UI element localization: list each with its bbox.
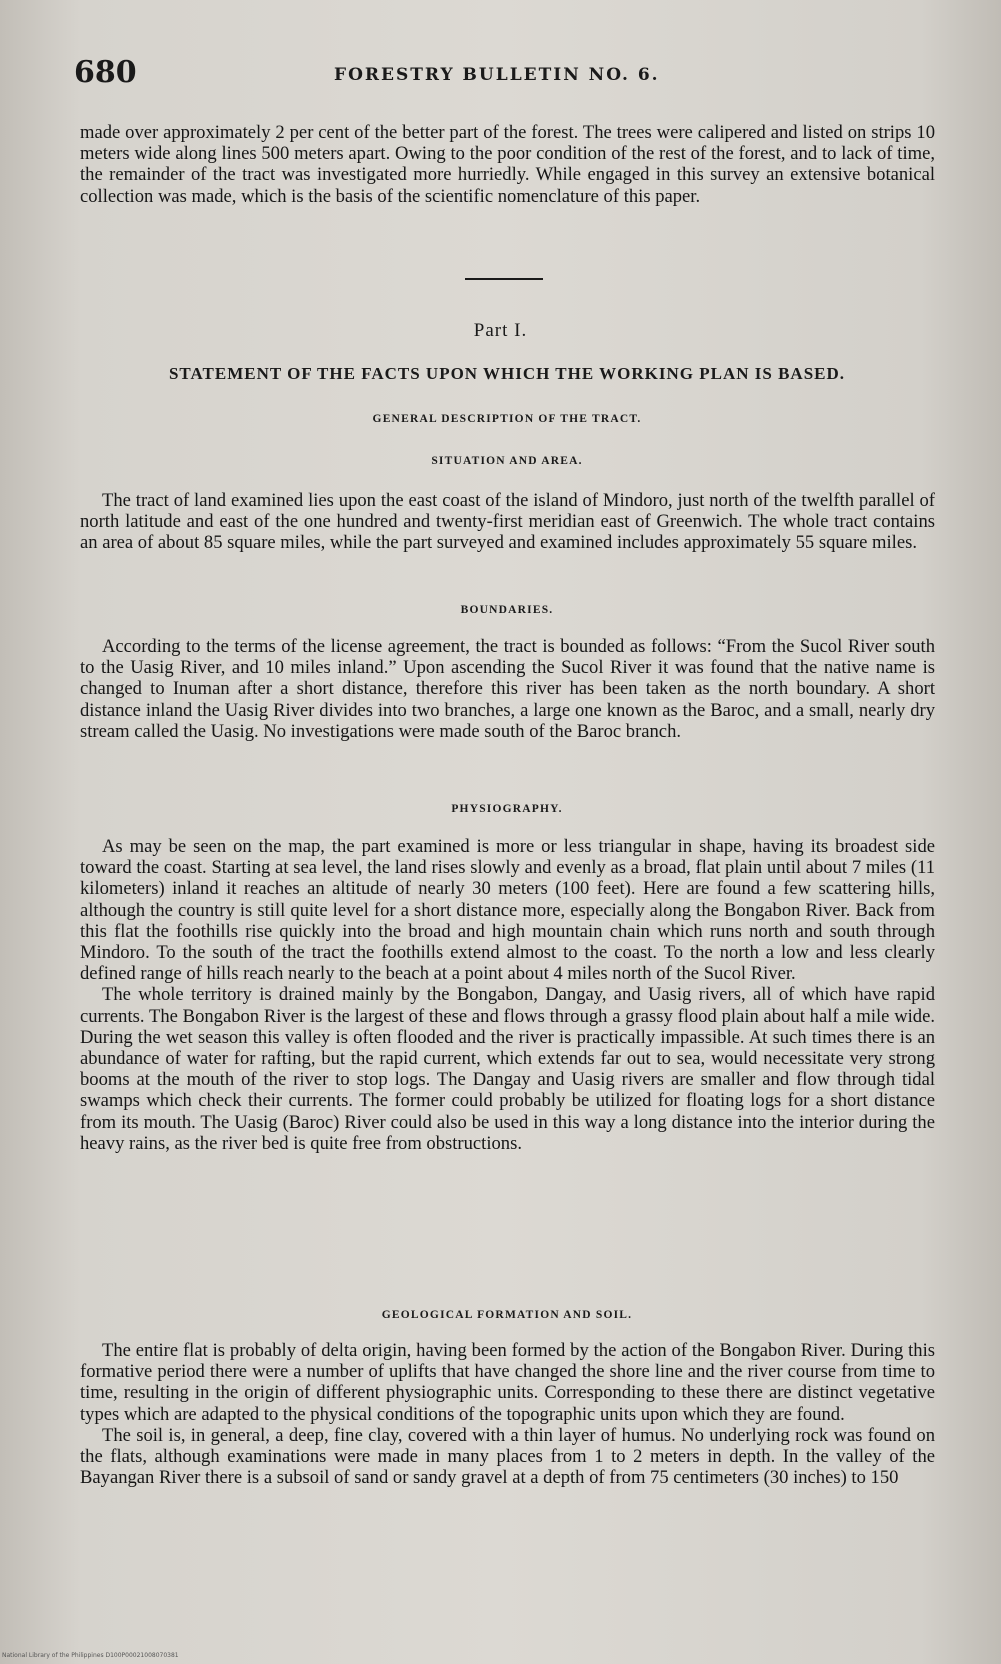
intro-paragraph [80, 122, 935, 207]
geology-text-2: The soil is, in general, a deep, fine clay, covered with a thin layer of humus. No underlying rock was found on the flats, although examinations were made in many places from 1 to 2 meters in depth. In the valley of the Bayangan River there is a subsoil of sand or sandy gravel at a depth of from 75 centimeters (30 inches) to 150 [80, 1424, 935, 1489]
page-header [74, 55, 934, 95]
situation-paragraph [80, 490, 935, 554]
section-divider [465, 278, 543, 280]
subheading-boundaries: BOUNDARIES. [460, 604, 554, 616]
subheading-situation: SITUATION AND AREA. [431, 455, 583, 467]
geology-paragraphs [80, 1340, 935, 1488]
situation-text: The tract of land examined lies upon the east coast of the island of Mindoro, just north of the twelfth parallel of north latitude and east of the one hundred and twenty-first meridian east of Greenwich. The whole tract contains an area of about 85 square miles, while the part surveyed and examined includes approximately 55 square miles. [80, 490, 935, 554]
physiography-paragraphs [80, 836, 935, 1154]
part-title: Part I. [473, 320, 528, 341]
page-number: 680 [74, 55, 137, 90]
footer-credit: National Library of the Philippines D100P00021008070381 [2, 1652, 179, 1659]
subheading-geology: GEOLOGICAL FORMATION AND SOIL. [381, 1309, 633, 1321]
main-heading: STATEMENT OF THE FACTS UPON WHICH THE WORKING PLAN IS BASED. [168, 364, 846, 383]
running-head: FORESTRY BULLETIN NO. 6. [334, 65, 660, 85]
intro-text: made over approximately 2 per cent of the better part of the forest. The trees were calipered and listed on strips 10 meters wide along lines 500 meters apart. Owing to the poor condition of the rest of the forest, and to lack of time, the remainder of the tract was investigated more hurriedly. While engaged in this survey an extensive botanical collection was made, which is the basis of the scientific nomenclature of this paper. [80, 122, 935, 207]
subheading-physiography: PHYSIOGRAPHY. [451, 803, 563, 815]
geology-text-1: The entire flat is probably of delta origin, having been formed by the action of the Bongabon River. During this formative period there were a number of uplifts that have changed the shore line and the river course from time to time, resulting in the origin of different physiographic units. Corresponding to these there are distinct vegetative types which are adapted to the physical conditions of the topographic units upon which they are found. [80, 1340, 935, 1425]
physiography-text-1: As may be seen on the map, the part examined is more or less triangular in shape, having its broadest side toward the coast. Starting at sea level, the land rises slowly and evenly as a broad, flat plain until about 7 miles (11 kilometers) inland it reaches an altitude of nearly 30 meters (100 feet). Here are found a few scattering hills, although the country is still quite level for a short distance more, especially along the Bongabon River. Back from this flat the foothills rise quickly into the broad and high mountain chain which runs north and south through Mindoro. To the south of the tract the foothills extend almost to the coast. To the north a low and less clearly defined range of hills reach nearly to the beach at a point about 4 miles north of the Sucol River. [80, 836, 935, 985]
boundaries-paragraph [80, 636, 935, 742]
section-heading-general: GENERAL DESCRIPTION OF THE TRACT. [372, 413, 642, 425]
boundaries-text: According to the terms of the license agreement, the tract is bounded as follows: “From the Sucol River south to the Uasig River, and 10 miles inland.” Upon ascending the Sucol River it was found that the native name is changed to Inuman after a short distance, therefore this river has been taken as the north boundary. A short distance inland the Uasig River divides into two branches, a large one known as the Baroc, and a small, nearly dry stream called the Uasig. No investigations were made south of the Baroc branch. [80, 636, 935, 742]
physiography-text-2: The whole territory is drained mainly by the Bongabon, Dangay, and Uasig rivers, all of which have rapid currents. The Bongabon River is the largest of these and flows through a grassy flood plain about half a mile wide. During the wet season this valley is often flooded and the river is practically impassible. At such times there is an abundance of water for rafting, but the rapid current, which extends far out to sea, would necessitate very strong booms at the mouth of the river to stop logs. The Dangay and Uasig rivers are smaller and flow through tidal swamps which check their currents. The former could probably be utilized for floating logs for a short distance from its mouth. The Uasig (Baroc) River could also be used in this way a long distance into the interior during the heavy rains, as the river bed is quite free from obstructions. [80, 984, 935, 1154]
